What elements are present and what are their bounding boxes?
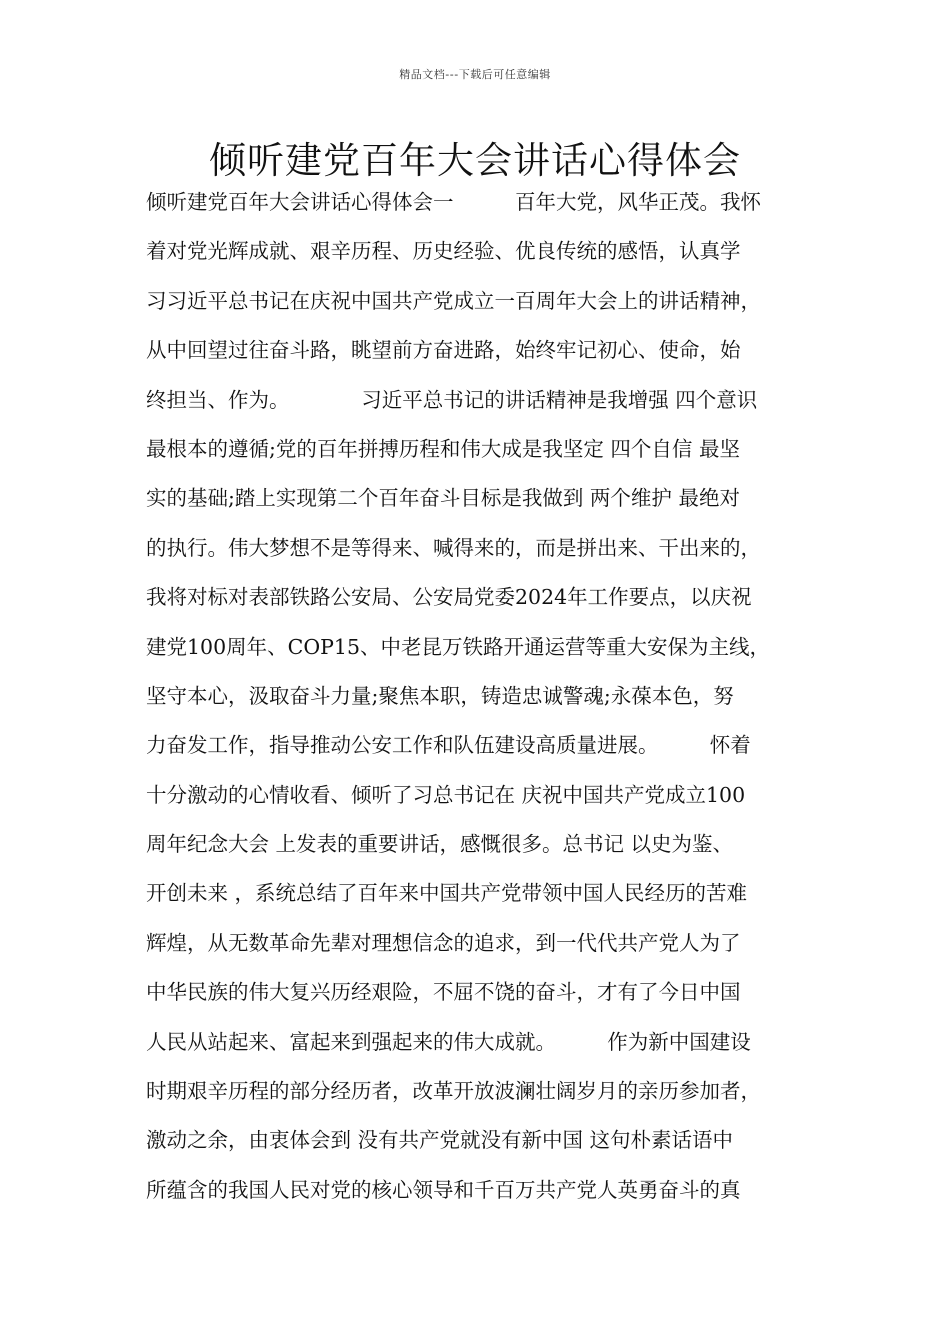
text-line: 习习近平总书记在庆祝中国共产党成立一百周年大会上的讲话精神， (146, 288, 761, 313)
text-line: 开创未来 ，系统总结了百年来中国共产党带领中国人民经历的苦难 (146, 881, 748, 906)
text-line: 终担当、作为。 习近平总书记的讲话精神是我增强 四个意识 (146, 387, 758, 412)
text-line: 我将对标对表部铁路公安局、公安局党委2024年工作要点，以庆祝 (146, 585, 752, 610)
document-title: 倾听建党百年大会讲话心得体会 (209, 139, 741, 182)
text-line: 着对党光辉成就、艰辛历程、历史经验、优良传统的感悟，认真学 (146, 239, 741, 264)
text-line: 所蕴含的我国人民对党的核心领导和千百万共产党人英勇奋斗的真 (146, 1177, 741, 1202)
text-line: 建党100周年、COP15、中老昆万铁路开通运营等重大安保为主线， (146, 634, 770, 659)
text-line: 坚守本心，汲取奋斗力量;聚焦本职，铸造忠诚警魂;永葆本色，努 (146, 683, 734, 708)
text-line: 时期艰辛历程的部分经历者，改革开放波澜壮阔岁月的亲历参加者， (146, 1079, 761, 1104)
text-line: 的执行。伟大梦想不是等得来、喊得来的，而是拼出来、干出来的， (146, 535, 761, 560)
text-line: 从中回望过往奋斗路，眺望前方奋进路，始终牢记初心、使命，始 (146, 338, 741, 363)
text-line: 最根本的遵循;党的百年拼搏历程和伟大成是我坚定 四个自信 最坚 (146, 436, 740, 461)
text-line: 周年纪念大会 上发表的重要讲话，感慨很多。总书记 以史为鉴、 (146, 832, 734, 857)
text-line: 辉煌，从无数革命先辈对理想信念的追求，到一代代共产党人为了 (146, 930, 741, 955)
text-line: 倾听建党百年大会讲话心得体会一 百年大党，风华正茂。我怀 (146, 190, 761, 214)
text-line: 中华民族的伟大复兴历经艰险，不屈不饶的奋斗，才有了今日中国 (146, 980, 741, 1005)
text-line: 人民从站起来、富起来到强起来的伟大成就。 作为新中国建设 (146, 1029, 751, 1054)
text-line: 实的基础;踏上实现第二个百年奋斗目标是我做到 两个维护 最绝对 (146, 486, 740, 511)
text-line: 十分激动的心情收看、倾听了习总书记在 庆祝中国共产党成立100 (146, 782, 746, 807)
body-text (146, 178, 826, 1215)
header-note: 精品文档---下载后可任意编辑 (399, 68, 551, 81)
text-line: 激动之余，由衷体会到 没有共产党就没有新中国 这句朴素话语中 (146, 1128, 734, 1153)
text-line: 力奋发工作，指导推动公安工作和队伍建设高质量进展。 怀着 (146, 733, 751, 758)
